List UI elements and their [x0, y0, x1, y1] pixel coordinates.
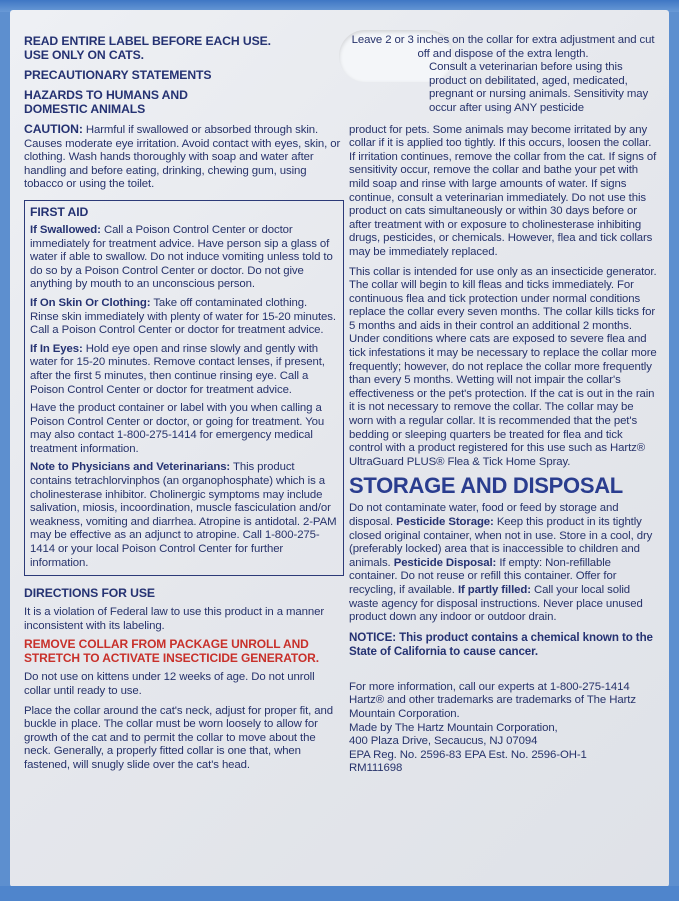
storage-intro: Do not contaminate water, food or feed by storage and disposal.	[349, 502, 619, 528]
physicians-label: Note to Physicians and Veterinarians:	[30, 461, 231, 474]
if-swallowed-label: If Swallowed:	[30, 223, 101, 236]
partly-filled-text: Call your local solid waste agency for disposal instructions. Never place unused product down any indoor or outdoor drain.	[349, 583, 643, 624]
more-info-line: For more information, call our experts at 1-800-275-1414	[349, 680, 630, 693]
first-aid-box	[24, 200, 344, 576]
pesticide-storage-label: Pesticide Storage:	[396, 516, 494, 528]
made-by-line: Made by The Hartz Mountain Corporation,	[349, 721, 558, 734]
if-swallowed-text: Call a Poison Control Center or doctor immediately for treatment advice. Have person sip a glass of water if able to swallow. Do not induce vomiting unless told to do so by a Poison Control Center or doctor. Do not give anything by mouth to an unconscious person.	[30, 223, 333, 291]
heading-hazards-1: HAZARDS TO HUMANS AND	[24, 88, 188, 102]
consult-vet-rest: product for pets. Some animals may become irritated by any collar if it is applied too tightly. If this occurs, loosen the collar. If irritation continues, remove the collar from the cat. If signs of sensitivity occur, remove the collar and bathe your pet with mild soap and rinse with large amounts of water. If signs continue, consult a veterinarian immediately. Do not use this product on cats simultaneously or within 30 days before or after treatment with or exposure to cholinesterase inhibiting drugs, pesticides, or chemicals. However, flea and tick collars may be immediately replaced.	[349, 123, 657, 258]
violation-paragraph: It is a violation of Federal law to use this product in a manner inconsistent with its labeling.	[24, 606, 325, 632]
heading-use-only-on-cats: USE ONLY ON CATS.	[24, 48, 144, 62]
collar-intended-paragraph: This collar is intended for use only as an insecticide generator. The collar will begin to kill fleas and ticks immediately. For continuous flea and tick protection under normal conditions replace the collar every seven months. The collar kills ticks for 5 months and aids in their control an additional 2 months. Under conditions where cats are exposed to severe flea and tick infestations it may be necessary to replace the collar more frequently; however, do not replace the collar more frequently than every 5 months. Wetting will not impair the collar's effectiveness or the pet's protection. If the cat is out in the rain it is not necessary to remove the collar. The collar may be worn with a regular collar. It is recommended that the pet's bedding or sleeping quarters be treated for flea and tick control with a product registered for this use such as Hartz® UltraGuard PLUS® Flea & Tick Home Spray.	[349, 265, 657, 468]
prop65-notice: NOTICE: This product contains a chemical known to the State of California to cause cancer.	[349, 630, 653, 658]
heading-read-label: READ ENTIRE LABEL BEFORE EACH USE.	[24, 34, 271, 48]
product-code: RM111698	[349, 762, 403, 775]
first-aid-title: FIRST AID	[30, 204, 89, 219]
storage-disposal-title: STORAGE AND DISPOSAL	[349, 473, 623, 499]
right-column	[349, 34, 657, 776]
caution-label: CAUTION:	[24, 122, 83, 136]
storage-paragraph	[349, 502, 657, 624]
caution-text: Harmful if swallowed or absorbed through skin. Causes moderate eye irritation. Avoid contact with eyes, skin, or clothing. Wash hands thoroughly with soap and water after handling and before eating, drinking, chewing gum, using tobacco or using the toilet.	[24, 124, 341, 191]
directions-title: DIRECTIONS FOR USE	[24, 586, 155, 601]
if-in-eyes-text: Hold eye open and rinse slowly and gently with water for 15-20 minutes. Remove contact lenses, if present, after the first 5 minutes, then continue rinsing eye. Call a Poison Control Center or doctor for treatment advice.	[30, 342, 325, 396]
if-in-eyes-paragraph	[30, 343, 338, 397]
pesticide-storage-text: Keep this product in its tightly closed original container, when not in use. Store in a cool, dry (preferably locked) area that is inaccessible to children and animals.	[349, 516, 653, 569]
physicians-paragraph	[30, 461, 338, 570]
trademark-line: Hartz® and other trademarks are trademarks of The Hartz Mountain Corporation.	[349, 694, 636, 720]
kittens-paragraph: Do not use on kittens under 12 weeks of age. Do not unroll collar until ready to use.	[24, 671, 315, 697]
pesticide-disposal-text: If empty: Non-refillable container. Do not reuse or refill this container. Offer for recycling, if available.	[349, 556, 617, 596]
heading-hazards-2: DOMESTIC ANIMALS	[24, 102, 146, 116]
container-paragraph: Have the product container or label with you when calling a Poison Control Center or doctor, or going for treatment. You may also contact 1-800-275-1414 for emergency medical treatment information.	[30, 402, 325, 455]
pesticide-disposal-label: Pesticide Disposal:	[393, 556, 497, 569]
if-on-skin-paragraph	[30, 297, 338, 338]
place-collar-paragraph: Place the collar around the cat's neck, adjust for proper fit, and buckle in place. The collar must be worn loosely to allow for growth of the cat and to permit the collar to move about the neck. Generally, a properly fitted collar is one that, when fastened, will snugly slide over the cat's head.	[24, 704, 333, 771]
address-line: 400 Plaza Drive, Secaucus, NJ 07094	[349, 735, 538, 748]
remove-collar-warning: REMOVE COLLAR FROM PACKAGE UNROLL AND STRETCH TO ACTIVATE INSECTICIDE GENERATOR.	[24, 637, 319, 666]
physicians-text: This product contains tetrachlorvinphos (an organophosphate) which is a cholinesterase inhibitor. Cholinergic symptoms may include salivation, miosis, incoordination, muscle fasciculation and/or weakness, vomiting and diarrhea. Atropine is antidotal. 2-PAM may be effective as an adjunct to atropine. Call 1-800-275-1414 or your local Poison Control Center for further information.	[30, 461, 337, 569]
if-in-eyes-label: If In Eyes:	[30, 342, 83, 355]
left-column	[24, 34, 344, 773]
caution-paragraph	[24, 122, 344, 192]
if-swallowed-paragraph	[30, 224, 338, 292]
partly-filled-label: If partly filled:	[457, 583, 531, 596]
epa-line: EPA Reg. No. 2596-83 EPA Est. No. 2596-OH-1	[349, 748, 587, 761]
leave-inches-paragraph: Leave 2 or 3 inches on the collar for extra adjustment and cut off and dispose of the extra length.	[351, 34, 655, 60]
consult-vet-top: Consult a veterinarian before using this product on debilitated, aged, medicated, pregnant or nursing animals. Sensitivity may occur after using ANY pesticide	[429, 61, 649, 114]
if-on-skin-text: Take off contaminated clothing. Rinse skin immediately with plenty of water for 15-20 minutes. Call a Poison Control Center or doctor for treatment advice.	[30, 296, 336, 337]
if-on-skin-label: If On Skin Or Clothing:	[30, 296, 151, 309]
heading-precautionary: PRECAUTIONARY STATEMENTS	[24, 68, 212, 82]
package-bottom-edge	[0, 886, 679, 901]
